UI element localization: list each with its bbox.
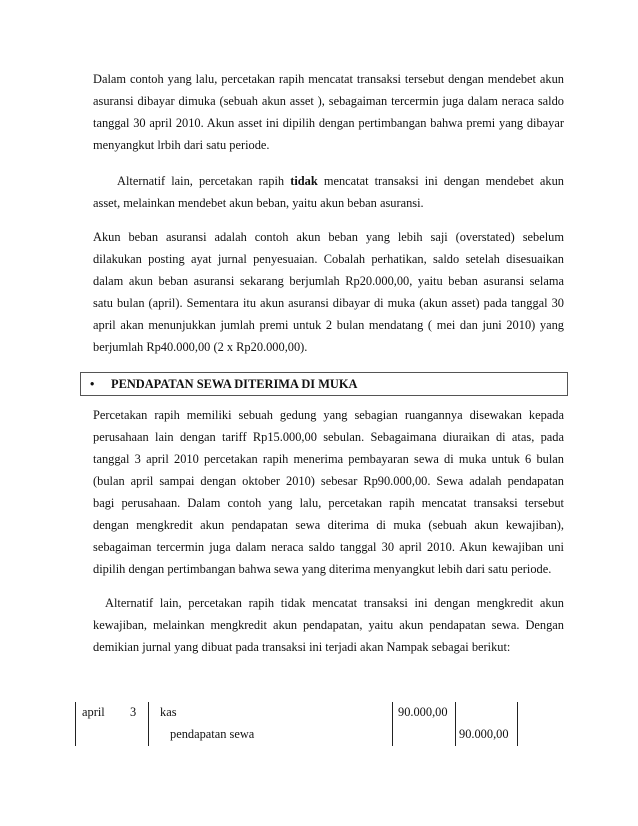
paragraph-1-line: asuransi dibayar dimuka (sebuah akun asset ), sebagaiman tercermin juga dalam neraca saldo — [93, 94, 564, 108]
paragraph-3-line: berjumlah Rp40.000,00 (2 x Rp20.000,00). — [93, 340, 308, 354]
paragraph-2 — [93, 170, 564, 214]
journal-credit-account: pendapatan sewa — [170, 727, 255, 741]
paragraph-4-line: perusahaan lain dengan tariff Rp15.000,00 sebulan. Sebagaimana diuraikan di atas, pada — [93, 430, 564, 444]
table-divider — [75, 702, 76, 746]
journal-debit-account: kas — [160, 705, 177, 719]
table-divider — [455, 702, 456, 746]
paragraph-5-line: demikian jurnal yang dibuat pada transaksi ini terjadi akan Nampak sebagai berikut: — [93, 640, 511, 654]
paragraph-3-line: satu bulan (april). Sementara itu akun asuransi dibayar di muka (akun asset) pada tanggal 30 — [93, 296, 564, 310]
journal-entry-table — [70, 702, 530, 746]
paragraph-4 — [93, 404, 564, 580]
section-heading-box — [80, 372, 568, 396]
paragraph-1-line: tanggal 30 april 2010. Akun asset ini dipilih dengan pertimbangan bahwa premi yang dibayar — [93, 116, 564, 130]
table-divider — [148, 702, 149, 746]
paragraph-2-line: asset, melainkan mendebet akun beban, yaitu akun beban asuransi. — [93, 196, 424, 210]
journal-month: april — [82, 705, 105, 719]
journal-day: 3 — [130, 705, 137, 719]
emphasis-tidak: tidak — [290, 174, 318, 188]
paragraph-4-line: bagi perusahaan. Dalam contoh yang lalu, percetakan rapih mencatat transaksi tersebut — [93, 496, 564, 510]
journal-debit-amount: 90.000,00 — [398, 705, 448, 719]
table-divider — [517, 702, 518, 746]
paragraph-4-line: Percetakan rapih memiliki sebuah gedung yang sebagian ruangannya disewakan kepada — [93, 408, 564, 422]
paragraph-1 — [93, 68, 564, 156]
paragraph-2-text: Alternatif lain, percetakan rapih — [117, 174, 285, 188]
paragraph-1-line: Dalam contoh yang lalu, percetakan rapih mencatat transaksi tersebut dengan mendebet akun — [93, 72, 564, 86]
paragraph-1-line: menyangkut lrbih dari satu periode. — [93, 138, 270, 152]
paragraph-4-line: sebagaiman tercermin juga dalam neraca saldo tanggal 30 april 2010. Akun kewajiban uni — [93, 540, 564, 554]
paragraph-3 — [93, 226, 564, 358]
paragraph-4-line: dipilih dengan pertimbangan bahwa sewa yang diterima menyangkut lebih dari satu periode. — [93, 562, 552, 576]
table-divider — [392, 702, 393, 746]
paragraph-3-line: dilakukan posting ayat jurnal penyesuaian. Cobalah perhatikan, saldo setelah disesuaikan — [93, 252, 564, 266]
paragraph-4-line: dengan mengkredit akun pendapatan sewa diterima di muka (sebuah akun kewajiban), — [93, 518, 564, 532]
section-heading: PENDAPATAN SEWA DITERIMA DI MUKA — [111, 377, 358, 391]
paragraph-4-line: tanggal 3 april 2010 percetakan rapih menerima pembayaran sewa di muka untuk 6 bulan — [93, 452, 564, 466]
bullet-icon: • — [90, 377, 95, 391]
paragraph-3-line: april akan menunjukkan jumlah premi untuk 2 bulan mendatang ( mei dan juni 2010) yang — [93, 318, 564, 332]
paragraph-2-text: mencatat transaksi ini dengan mendebet akun — [323, 174, 564, 188]
paragraph-2-line — [93, 170, 564, 192]
paragraph-5-line: kewajiban, melainkan mengkredit akun pendapatan, yaitu akun pendapatan sewa. Dengan — [93, 618, 564, 632]
paragraph-5-line: Alternatif lain, percetakan rapih tidak mencatat transaksi ini dengan mengkredit akun — [105, 596, 564, 610]
paragraph-4-line: (bulan april sampai dengan oktober 2010) sebesar Rp90.000,00. Sewa adalah pendapatan — [93, 474, 564, 488]
journal-credit-amount: 90.000,00 — [459, 727, 509, 741]
paragraph-3-line: Akun beban asuransi adalah contoh akun beban yang lebih saji (overstated) sebelum — [93, 230, 564, 244]
paragraph-5 — [93, 592, 564, 658]
paragraph-3-line: dalam akun beban asuransi sekarang berjumlah Rp20.000,00, yaitu beban asuransi selama — [93, 274, 564, 288]
